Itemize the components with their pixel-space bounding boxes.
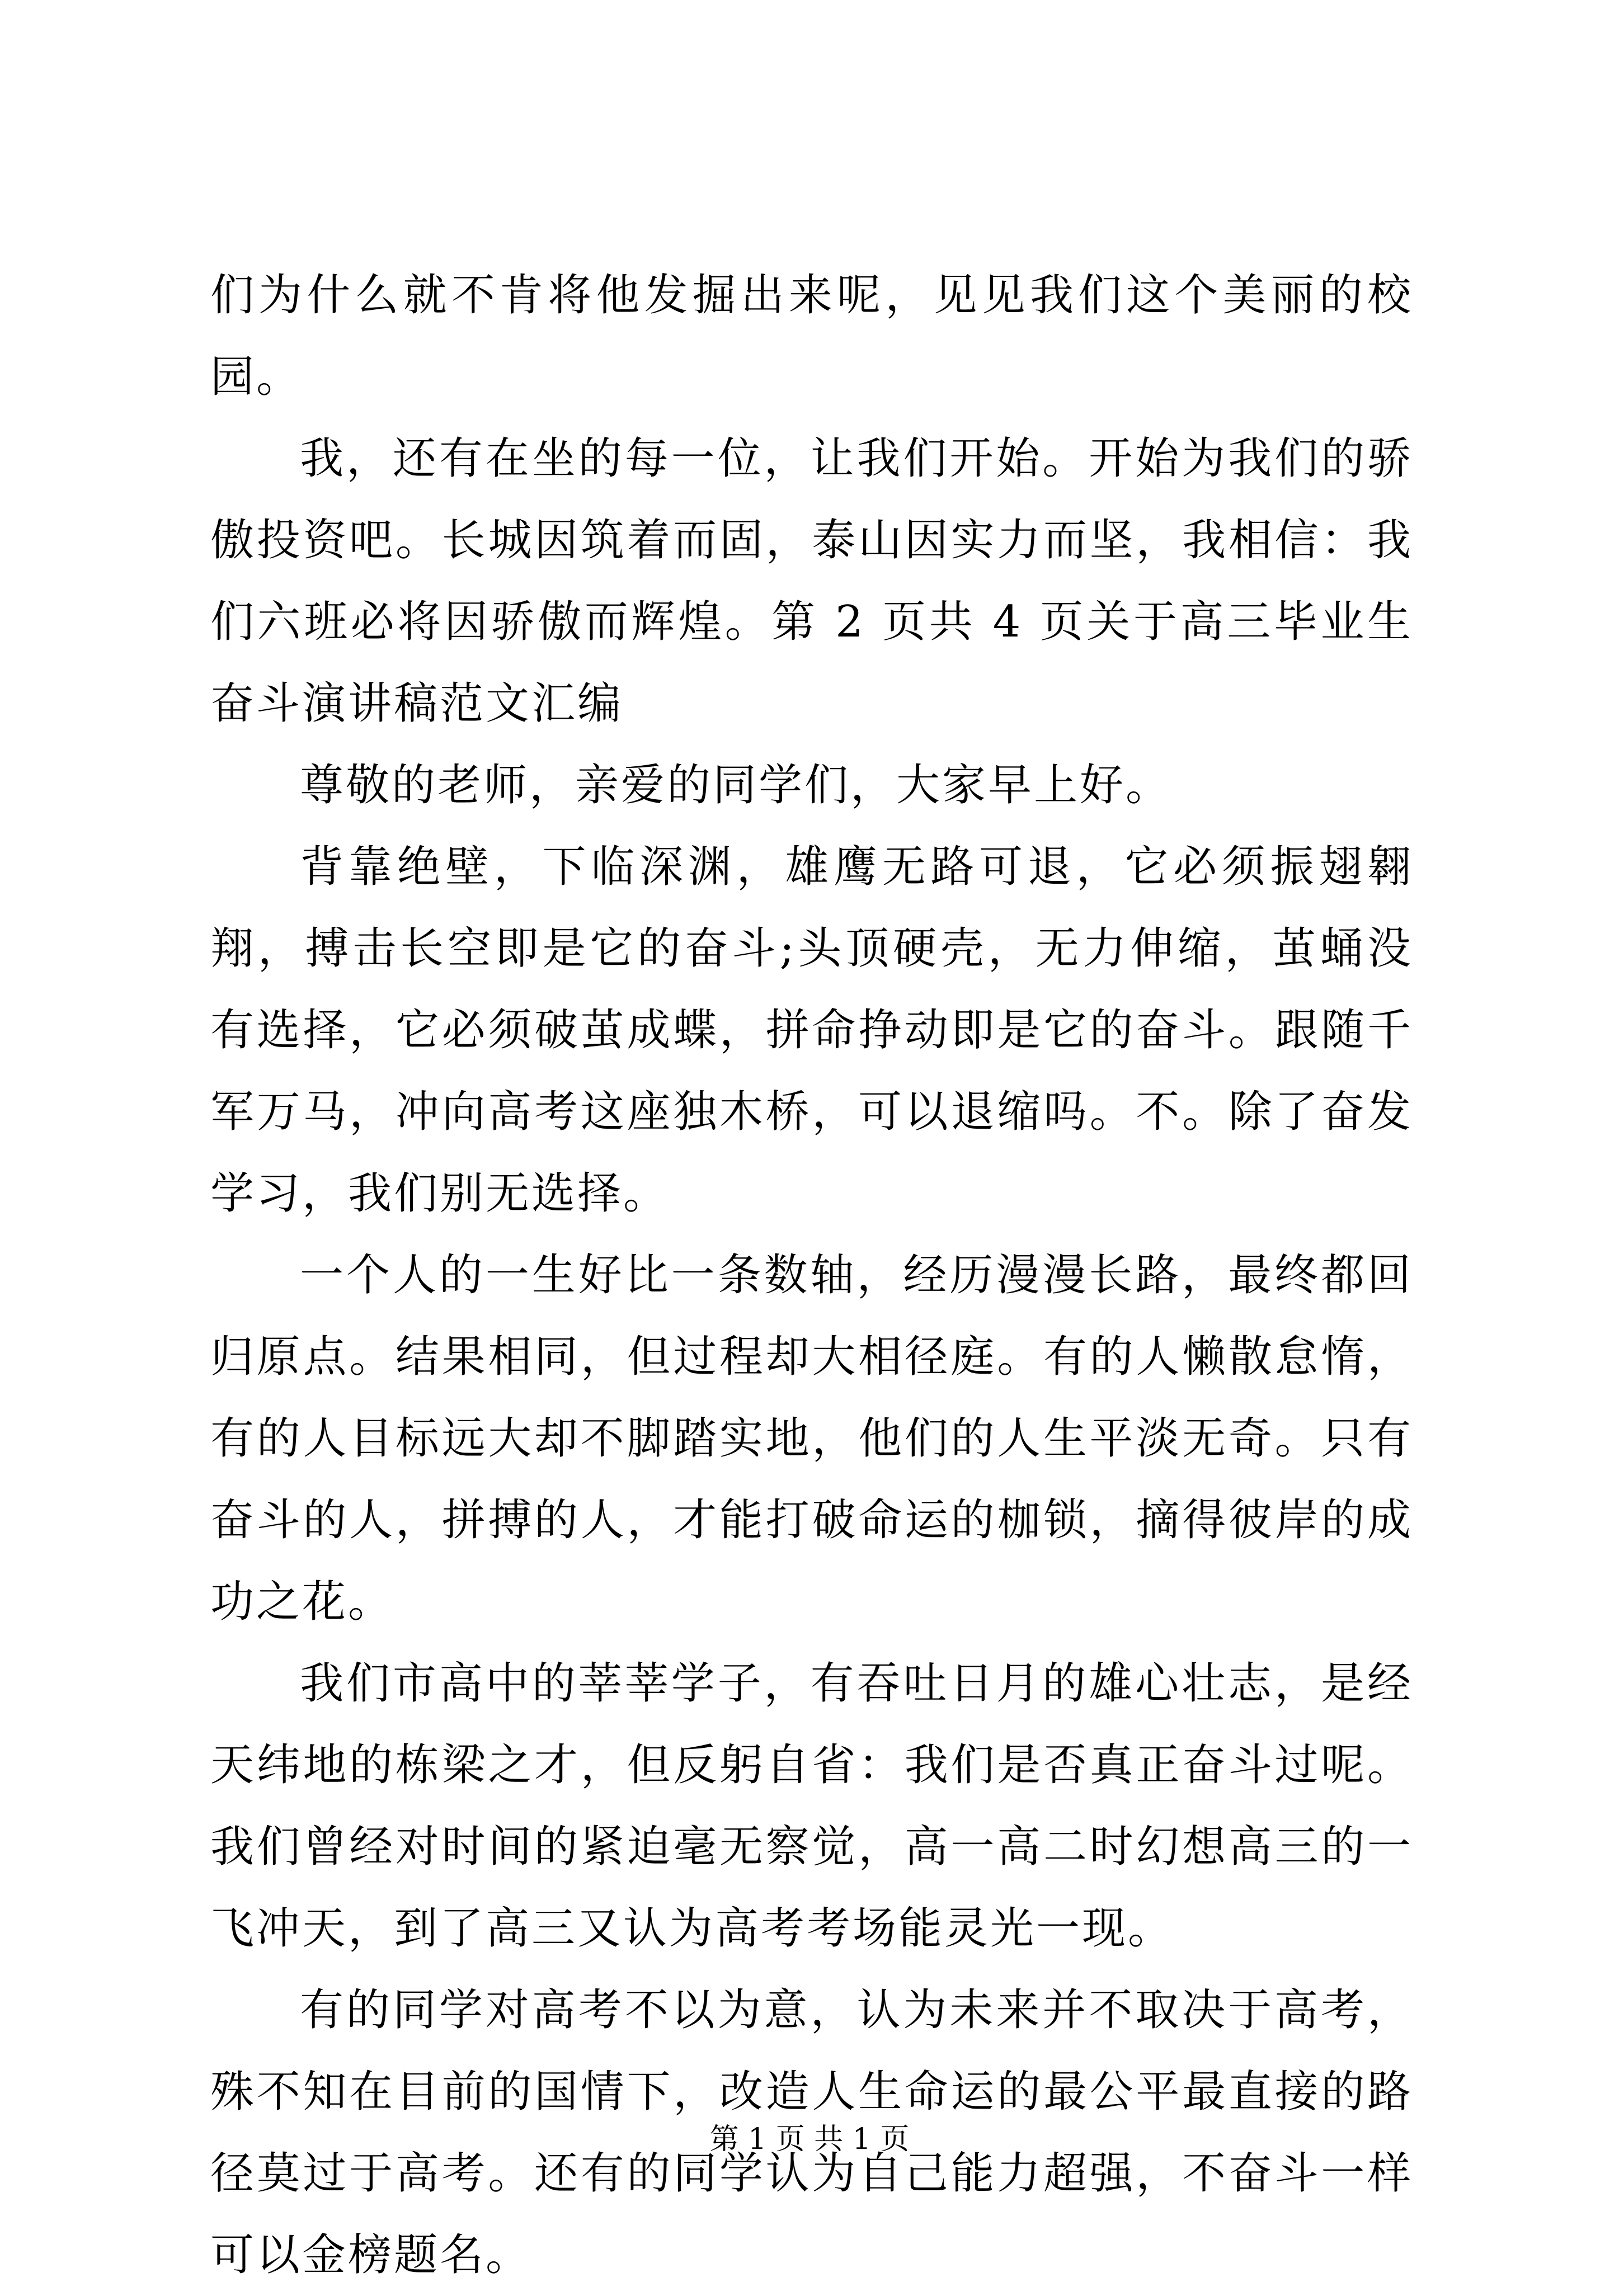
paragraph-greeting: 尊敬的老师，亲爱的同学们，大家早上好。 [300,760,1172,810]
paragraph: 一个人的一生好比一条数轴，经历漫漫长路，最终都回归原点。结果相同，但过程却大相径庭。有的人懒散怠惰，有的人目标远大却不脚踏实地，他们的人生平淡无奇。只有奋斗的人，拼搏的人，才能打破命运的枷锁，摘得彼岸的成功之花。 [210,1250,1413,1627]
paragraph: 我，还有在坐的每一位，让我们开始。开始为我们的骄傲投资吧。长城因筑着而固，泰山因实力而坚，我相信：我们六班必将因骄傲而辉煌。第 2 页共 4 页关于高三毕业生奋斗演讲稿范文汇编 [210,433,1413,729]
paragraph: 有的同学对高考不以为意，认为未来并不取决于高考，殊不知在目前的国情下，改造人生命运的最公平最直接的路径莫过于高考。还有的同学认为自己能力超强，不奋斗一样可以金榜题名。 [210,1985,1413,2280]
page-footer: 第 1 页 共 1 页 [709,2123,910,2156]
paragraph: 背靠绝壁，下临深渊，雄鹰无路可退，它必须振翅翱翔，搏击长空即是它的奋斗;头顶硬壳，无力伸缩，茧蛹没有选择，它必须破茧成蝶，拼命挣动即是它的奋斗。跟随千军万马，冲向高考这座独木桥，可以退缩吗。不。除了奋发学习，我们别无选择。 [210,842,1413,1219]
paragraph-continuation: 们为什么就不肯将他发掘出来呢，见见我们这个美丽的校园。 [210,270,1413,402]
paragraph: 我们市高中的莘莘学子，有吞吐日月的雄心壮志，是经天纬地的栋梁之才，但反躬自省：我们是否真正奋斗过呢。我们曾经对时间的紧迫毫无察觉，高一高二时幻想高三的一飞冲天，到了高三又认为高考考场能灵光一现。 [210,1658,1413,1954]
document-body [210,254,1413,2296]
